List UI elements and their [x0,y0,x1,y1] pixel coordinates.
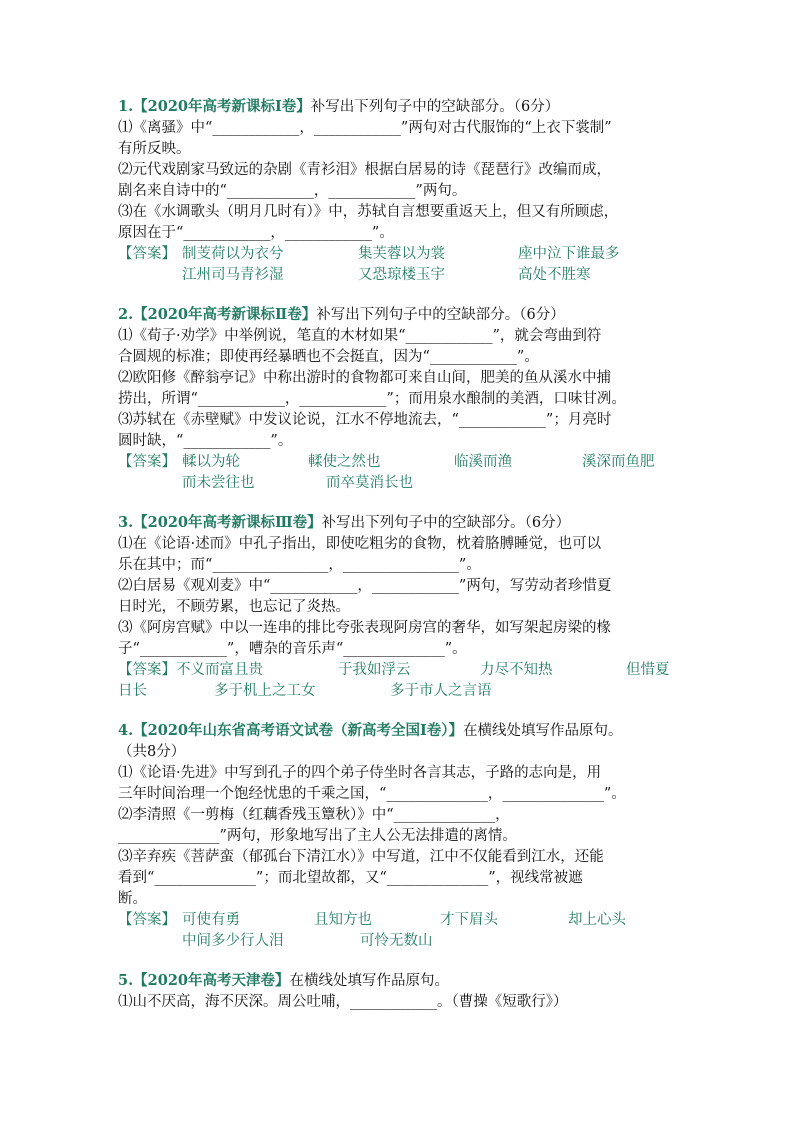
answer-item: 可使有勇 [182,912,240,928]
question-text-line: 子“____________”，嘈杂的音乐声“______________”。 [118,641,467,657]
question-text-line: ⑶辛弃疾《菩萨蛮（郁孤台下清江水）》中写道，江中不仅能看到江水，还能 [118,849,604,865]
question-intro: 在横线处填写作品原句。 [289,973,449,989]
question-heading [118,304,684,326]
question-text-line: ⑴《论语·先进》中写到孔子的四个弟子侍坐时各言其志，子路的志向是，用 [118,765,602,781]
question-heading [118,720,684,742]
question-text-line: ______________”两句，形象地写出了主人公无法排遣的离情。 [118,828,517,844]
answer-item: 中间多少行人泪 [182,933,284,949]
answer-item: 集芙蓉以为裳 [358,246,445,262]
answer-item: 才下眉头 [440,912,498,928]
answer-item: 临溪而渔 [454,454,512,470]
answer-line [118,452,684,473]
answer-line [118,681,684,702]
question-text-line: 剧名来自诗中的“____________，____________”两句。 [118,183,467,199]
page [118,96,684,1031]
answer-line [118,660,684,681]
answer-item: 制芰荷以为衣兮 [182,246,284,262]
question-text-line: 捞出，所谓“____________，____________”；而用泉水酿制的美酒，口味甘冽。 [118,391,626,407]
question-text-line: ⑴《荀子·劝学》中举例说，笔直的木材如果“____________”，就会弯曲到符 [118,328,602,344]
question-text-line: 原因在于“____________，____________”。 [118,225,394,241]
question-intro: 在横线处填写作品原句。 [463,723,623,739]
answer-item: 而卒莫消长也 [326,475,413,491]
question-4 [118,720,684,952]
answer-item: 輮使之然也 [308,454,381,470]
question-2 [118,304,684,494]
question-3 [118,512,684,702]
answer-line [118,910,684,931]
question-text-line: ⑵白居易《观刈麦》中“____________，____________”两句，写劳动者珍惜夏 [118,578,612,594]
question-heading [118,96,684,118]
question-text-line: 圆时缺，“____________”。 [118,433,293,449]
answer-item: 于我如浮云 [338,662,411,678]
answer-item: 又恐琼楼玉宇 [358,267,445,283]
question-text-line: 三年时间治理一个饱经忧患的千乘之国，“______________，______________”。 [118,786,626,802]
question-intro: 补写出下列句子中的空缺部分。（6分） [321,515,571,531]
question-tag: 1.【2020年高考新课标Ⅰ卷】 [118,98,311,115]
question-text-line: （共8分） [118,744,186,760]
answer-label: 【答案】 [118,454,176,470]
question-1 [118,96,684,286]
question-tag: 5.【2020年高考天津卷】 [118,972,290,989]
question-text-line: ⑴山不厌高，海不厌深。周公吐哺，____________。（曹操《短歌行》） [118,994,568,1010]
answer-line [118,931,684,952]
answer-item: 力尽不知热 [480,662,553,678]
answer-item: 日长 [118,683,147,699]
answer-item: 輮以为轮 [182,454,240,470]
answer-label: 【答案】 [118,662,176,678]
answer-item: 多于机上之工女 [214,683,316,699]
answer-item: 而未尝往也 [182,475,255,491]
question-text-line: 看到“______________”；而北望故都，又“______________”，视线常被遮 [118,870,583,886]
answer-item: 却上心头 [568,912,626,928]
question-tag: 4.【2020年山东省高考语文试卷（新高考全国Ⅰ卷）】 [118,722,464,739]
question-text-line: 乐在其中；而“________________，________________”。 [118,557,481,573]
question-text-line: 有所反映。 [118,141,191,157]
answer-line [118,244,684,265]
question-text-line: ⑵元代戏剧家马致远的杂剧《青衫泪》根据白居易的诗《琵琶行》改编而成， [118,162,611,178]
question-tag: 2.【2020年高考新课标Ⅱ卷】 [118,306,317,323]
question-intro: 补写出下列句子中的空缺部分。（6分） [316,307,565,323]
question-text-line: ⑶在《水调歌头（明月几时有）》中，苏轼自言想要重返天上，但又有所顾虑， [118,204,619,220]
answer-label: 【答案】 [118,246,176,262]
question-intro: 补写出下列句子中的空缺部分。（6分） [310,99,560,115]
question-tag: 3.【2020年高考新课标Ⅲ卷】 [118,514,322,531]
answer-line [118,265,684,286]
question-text-line: 断。 [118,891,147,907]
answer-item: 不义而富且贵 [176,662,263,678]
answer-item: 但惜夏 [626,662,670,678]
answer-item: 溪深而鱼肥 [582,454,655,470]
answer-item: 且知方也 [314,912,372,928]
question-text-line: ⑵欧阳修《醉翁亭记》中称出游时的食物都可来自山间，肥美的鱼从溪水中捕 [118,370,611,386]
question-text-line: ⑴在《论语·述而》中孔子指出，即使吃粗劣的食物，枕着胳膊睡觉，也可以 [118,536,602,552]
answer-item: 高处不胜寒 [518,267,591,283]
question-heading [118,512,684,534]
answer-line [118,473,684,494]
answer-item: 可怜无数山 [360,933,433,949]
question-text-line: ⑴《离骚》中“____________，____________”两句对古代服饰的“上衣下裳制” [118,120,612,136]
answer-item: 多于市人之言语 [390,683,492,699]
question-5 [118,970,684,1013]
question-text-line: ⑵李清照《一剪梅（红藕香残玉簟秋）》中“______________， [118,807,510,823]
question-text-line: 合圆规的标准；即使再经暴晒也不会挺直，因为“____________”。 [118,349,539,365]
answer-item: 江州司马青衫湿 [182,267,284,283]
question-text-line: 日时光，不顾劳累，也忘记了炎热。 [118,599,350,615]
answer-item: 座中泣下谁最多 [518,246,620,262]
question-heading [118,970,684,992]
question-text-line: ⑶《阿房宫赋》中以一连串的排比夸张表现阿房宫的奢华，如写架起房梁的椽 [118,620,611,636]
answer-label: 【答案】 [118,912,176,928]
question-text-line: ⑶苏轼在《赤壁赋》中发议论说，江水不停地流去，“____________”；月亮时 [118,412,612,428]
